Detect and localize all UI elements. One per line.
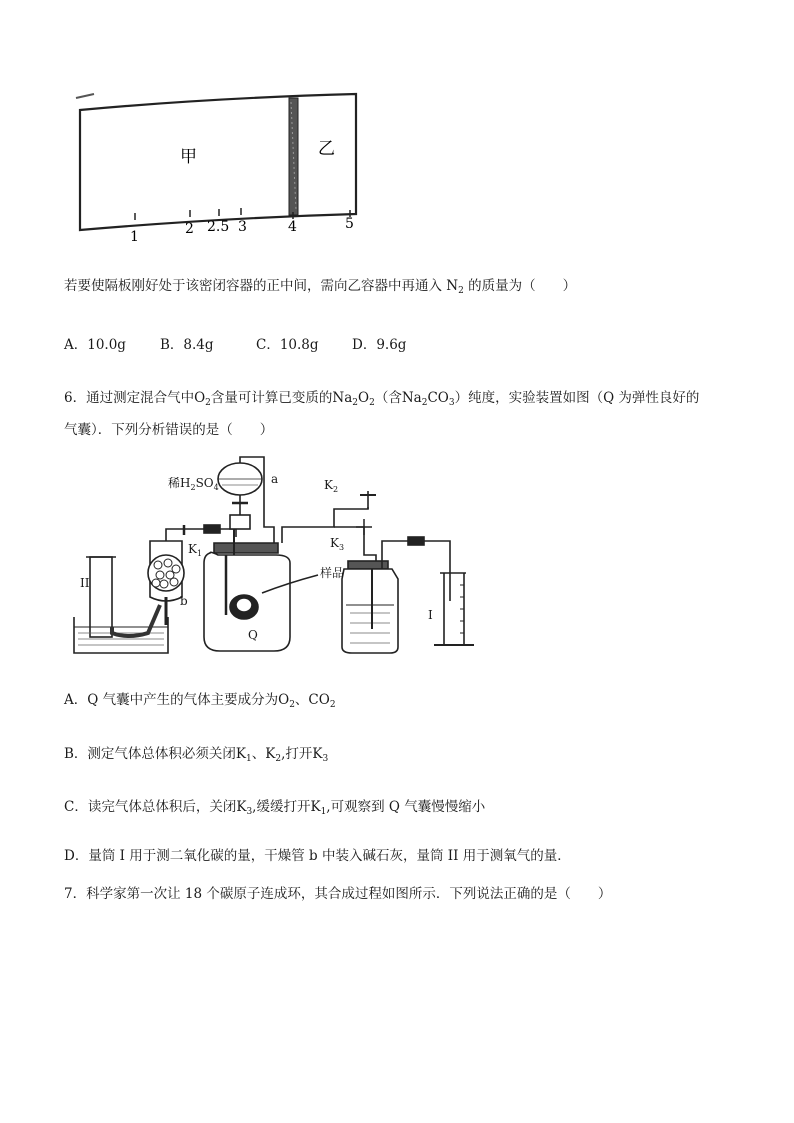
q5-option-a[interactable]: A．10.0g bbox=[64, 337, 126, 353]
q5-option-b[interactable]: B．8.4g bbox=[160, 337, 214, 353]
q6-option-d[interactable]: D．量筒 I 用于测二氧化碳的量，干燥管 b 中装入碱石灰，量筒 II 用于测氧气的量． bbox=[64, 848, 571, 864]
drying-tube-b-label: b bbox=[180, 594, 188, 608]
k1-label: $K_1$ bbox=[188, 542, 203, 558]
scale-label: 2.5 bbox=[207, 219, 230, 235]
cylinder-ii-label: II bbox=[80, 576, 90, 590]
q6-option-b[interactable]: B．测定气体总体积必须关闭$K_1$、$K_2$,打开$K_3$ bbox=[64, 746, 329, 764]
region-yi-label: 乙 bbox=[318, 139, 335, 159]
q5-question: 若要使隔板刚好处于该密闭容器的正中间，需向乙容器中再通入 $N_2$ 的质量为（ ） bbox=[64, 278, 577, 296]
scale-label: 3 bbox=[238, 219, 247, 235]
q6-stem-line1: 6．通过测定混合气中$O_2$含量可计算已变质的$Na_2O_2$（含$Na_2CO_3$）纯度，实验装置如图（Q 为弹性良好的 bbox=[64, 390, 700, 408]
q7-stem: 7．科学家第一次让 18 个碳原子连成环，其合成过程如图所示．下列说法正确的是（ ） bbox=[64, 886, 612, 902]
balloon-q-label: Q bbox=[248, 628, 258, 642]
q6-option-c[interactable]: C．读完气体总体积后，关闭$K_3$,缓缓打开$K_1$,可观察到 Q 气囊慢慢缩小 bbox=[64, 799, 486, 817]
container-figure bbox=[60, 82, 370, 250]
q5-option-c[interactable]: C．10.8g bbox=[256, 337, 319, 353]
scale-label: 2 bbox=[185, 221, 194, 237]
scale-label: 5 bbox=[345, 216, 354, 232]
scale-label: 1 bbox=[130, 229, 139, 245]
k3-label: $K_3$ bbox=[330, 536, 345, 552]
q5-option-d[interactable]: D．9.6g bbox=[352, 337, 407, 353]
sample-label: 样品 bbox=[320, 566, 345, 580]
region-jia-label: 甲 bbox=[180, 147, 197, 167]
q6-option-a[interactable]: A．Q 气囊中产生的气体主要成分为$O_2$、$CO_2$ bbox=[64, 692, 336, 710]
q6-stem-line2: 气囊）．下列分析错误的是（ ） bbox=[64, 422, 274, 438]
tube-a-label: a bbox=[271, 472, 279, 486]
k2-label: $K_2$ bbox=[324, 478, 339, 494]
dilute-h2so4-label: 稀$H_2SO_4$ bbox=[168, 476, 219, 492]
apparatus-figure bbox=[68, 455, 488, 660]
scale-label: 4 bbox=[288, 219, 297, 235]
cylinder-i-label: I bbox=[428, 608, 433, 622]
